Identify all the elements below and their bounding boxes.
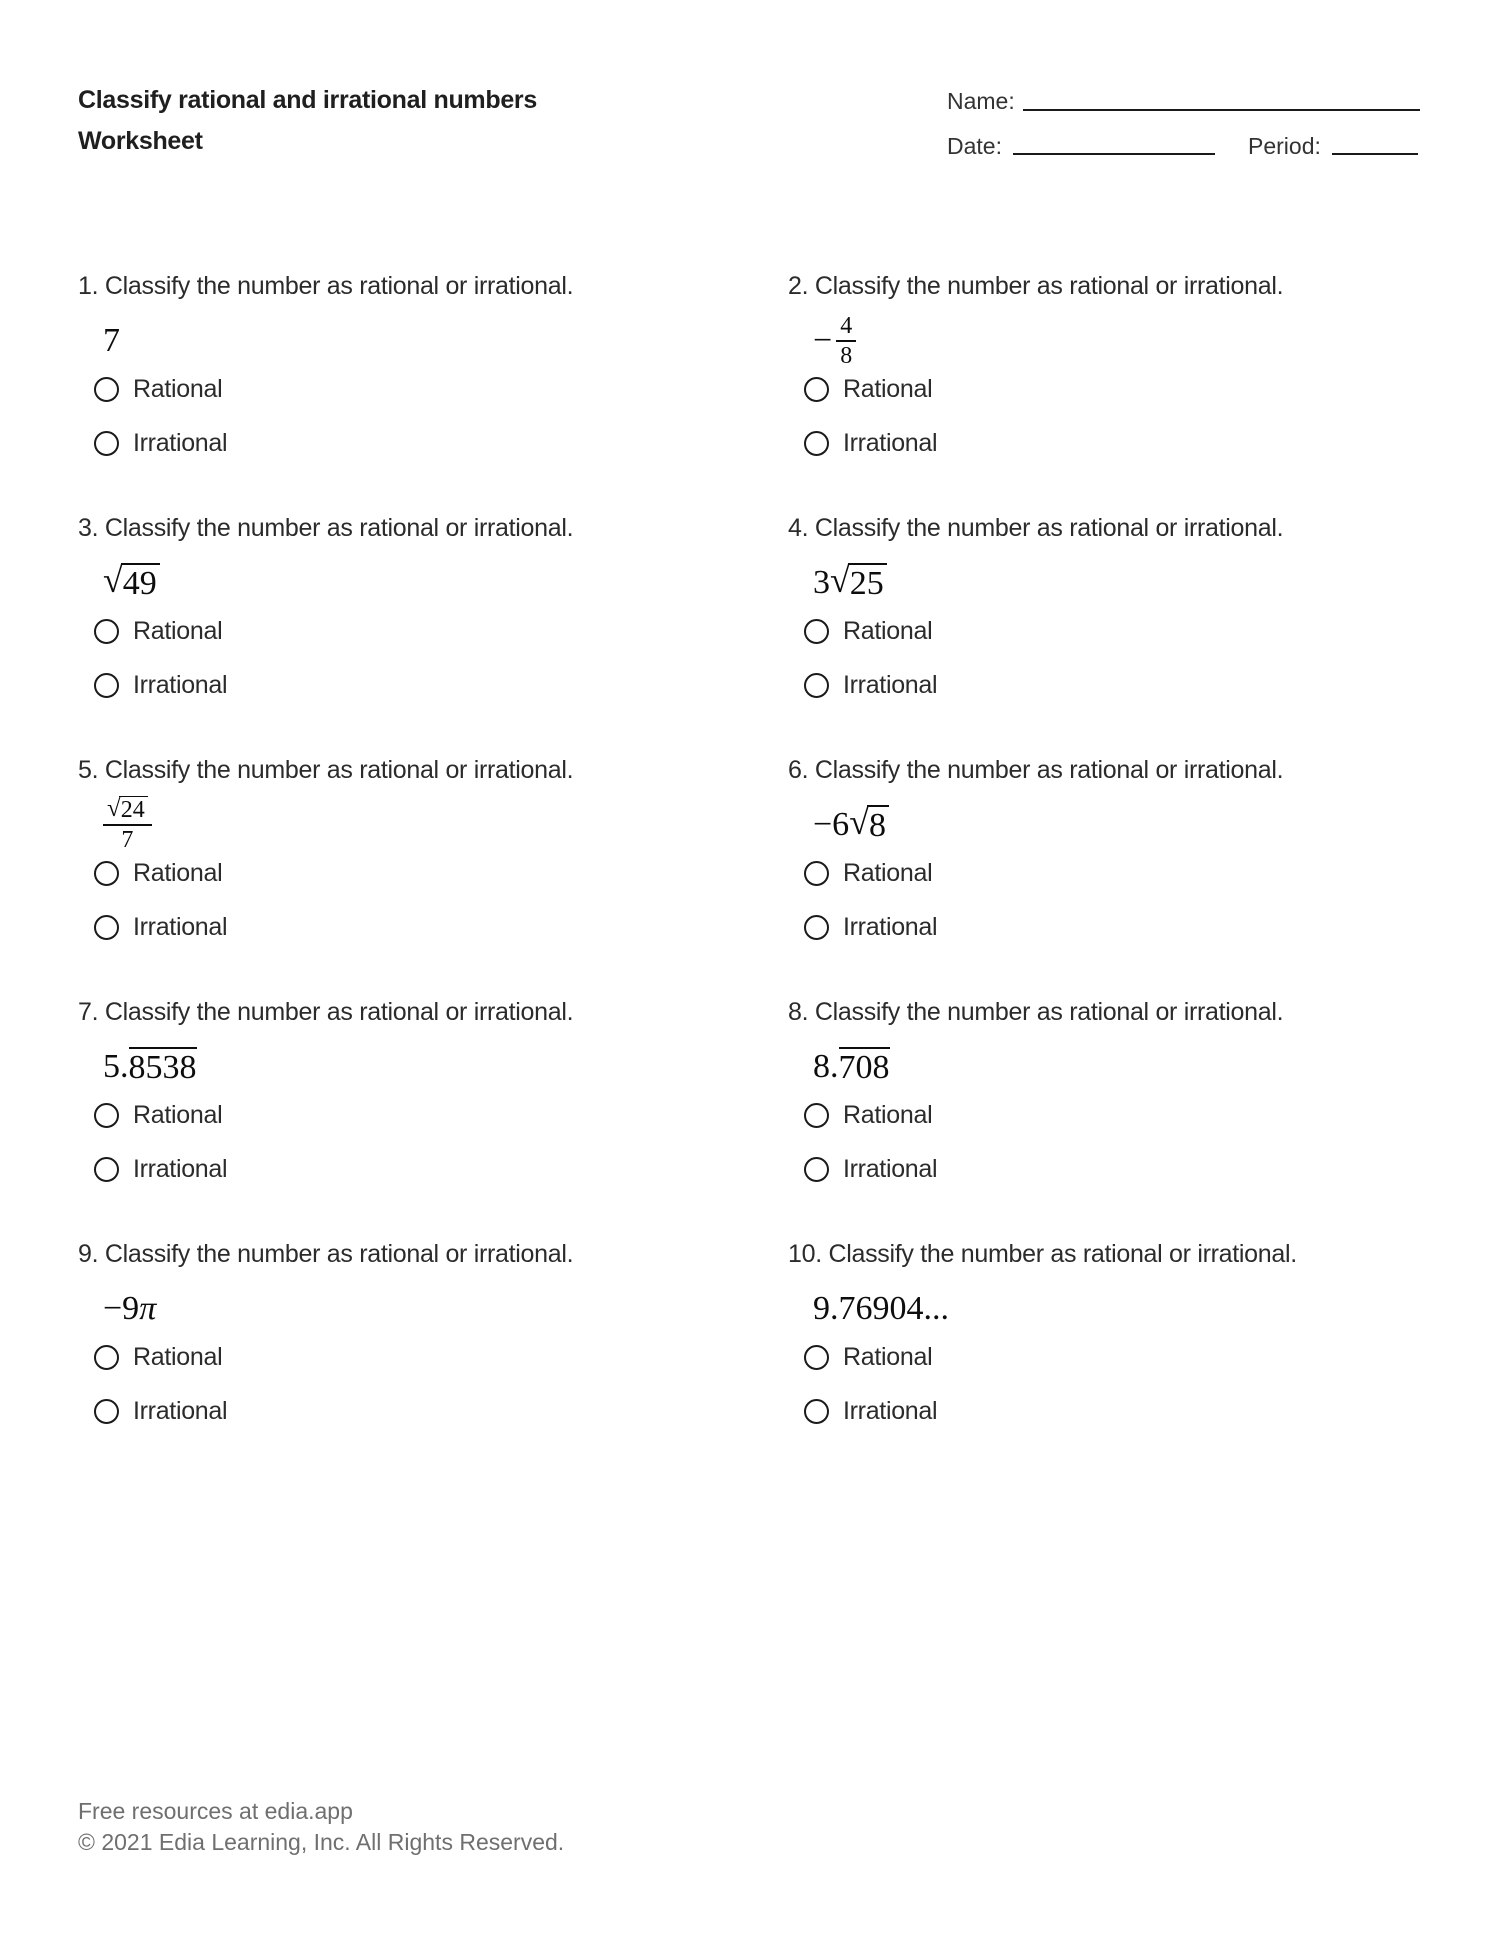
option-rational-label: Rational xyxy=(843,1343,933,1371)
radio-irrational-icon[interactable] xyxy=(94,1399,119,1424)
option-rational-label: Rational xyxy=(843,859,933,887)
name-blank-line xyxy=(1023,109,1420,111)
option-irrational-label: Irrational xyxy=(133,1155,228,1183)
option-irrational-label: Irrational xyxy=(133,671,228,699)
radio-rational-icon[interactable] xyxy=(804,619,829,644)
fraction-expression: $\frac{4}{8}$ xyxy=(836,313,856,370)
radio-irrational-icon[interactable] xyxy=(94,915,119,940)
radio-rational-icon[interactable] xyxy=(804,377,829,402)
option-rational[interactable] xyxy=(94,1343,222,1371)
option-rational[interactable] xyxy=(804,859,932,887)
question-item xyxy=(78,272,788,514)
question-expression xyxy=(103,792,152,858)
radical-expression: √ 25 xyxy=(830,563,887,603)
name-label: Name: xyxy=(947,88,1015,114)
question-item xyxy=(788,272,1450,514)
radio-irrational-icon[interactable] xyxy=(94,673,119,698)
radio-irrational-icon[interactable] xyxy=(804,1399,829,1424)
period-blank-line xyxy=(1332,153,1418,155)
question-prompt: 4. Classify the number as rational or irrational. xyxy=(788,514,1284,542)
radio-rational-icon[interactable] xyxy=(94,861,119,886)
question-prompt: 9. Classify the number as rational or irrational. xyxy=(78,1240,574,1268)
page-footer xyxy=(78,1796,564,1858)
option-rational[interactable] xyxy=(804,617,932,645)
option-rational-label: Rational xyxy=(843,1101,933,1129)
option-irrational-label: Irrational xyxy=(133,429,228,457)
option-irrational[interactable] xyxy=(804,671,937,699)
page-title xyxy=(78,80,537,162)
question-expression: −6 √ 8 xyxy=(813,792,889,858)
option-irrational[interactable] xyxy=(804,913,937,941)
radio-rational-icon[interactable] xyxy=(804,1345,829,1370)
radio-rational-icon[interactable] xyxy=(94,1103,119,1128)
question-item xyxy=(788,514,1450,756)
option-irrational[interactable] xyxy=(94,1397,227,1425)
question-item xyxy=(78,514,788,756)
fraction-expression: √ 24 7 xyxy=(103,796,152,854)
radio-irrational-icon[interactable] xyxy=(804,431,829,456)
date-label: Date: xyxy=(947,133,1002,159)
date-blank-line xyxy=(1013,153,1215,155)
question-item xyxy=(788,756,1450,998)
option-irrational-label: Irrational xyxy=(133,1397,228,1425)
question-prompt: 6. Classify the number as rational or irrational. xyxy=(788,756,1284,784)
footer-resources-text: Free resources at edia.app xyxy=(78,1798,353,1824)
option-irrational-label: Irrational xyxy=(843,671,938,699)
question-expression: 9.76904... xyxy=(813,1290,949,1327)
radio-rational-icon[interactable] xyxy=(94,1345,119,1370)
option-irrational[interactable] xyxy=(804,1155,937,1183)
radio-rational-icon[interactable] xyxy=(94,377,119,402)
footer-copyright-text: © 2021 Edia Learning, Inc. All Rights Reserved. xyxy=(78,1829,565,1855)
option-irrational-label: Irrational xyxy=(843,1155,938,1183)
option-rational[interactable] xyxy=(804,1101,932,1129)
page-title-line1: Classify rational and irrational numbers xyxy=(78,86,537,114)
question-prompt: 2. Classify the number as rational or irrational. xyxy=(788,272,1284,300)
question-item xyxy=(788,998,1450,1240)
option-rational[interactable] xyxy=(94,375,222,403)
question-item xyxy=(788,1240,1450,1482)
question-expression: − $\frac{4}{8}$ xyxy=(813,308,856,374)
option-rational-label: Rational xyxy=(843,375,933,403)
option-rational[interactable] xyxy=(804,375,932,403)
radio-rational-icon[interactable] xyxy=(804,1103,829,1128)
question-item xyxy=(78,998,788,1240)
question-prompt: 1. Classify the number as rational or irrational. xyxy=(78,272,574,300)
option-rational[interactable] xyxy=(94,617,222,645)
question-expression: 8. 708 xyxy=(813,1048,890,1087)
radical-expression: √ 24 xyxy=(107,796,148,824)
radio-irrational-icon[interactable] xyxy=(94,1157,119,1182)
question-expression: 5. 8538 xyxy=(103,1048,197,1087)
option-rational-label: Rational xyxy=(133,375,223,403)
option-irrational[interactable] xyxy=(804,429,937,457)
option-irrational[interactable] xyxy=(94,671,227,699)
radio-rational-icon[interactable] xyxy=(804,861,829,886)
question-prompt: 7. Classify the number as rational or irrational. xyxy=(78,998,574,1026)
radio-rational-icon[interactable] xyxy=(94,619,119,644)
question-expression: 3 √ 25 xyxy=(813,550,887,616)
option-irrational[interactable] xyxy=(94,429,227,457)
radio-irrational-icon[interactable] xyxy=(804,915,829,940)
question-prompt: 10. Classify the number as rational or irrational. xyxy=(788,1240,1297,1268)
option-rational-label: Rational xyxy=(133,1101,223,1129)
option-rational[interactable] xyxy=(804,1343,932,1371)
option-rational-label: Rational xyxy=(133,1343,223,1371)
option-irrational[interactable] xyxy=(804,1397,937,1425)
option-irrational-label: Irrational xyxy=(843,1397,938,1425)
option-rational-label: Rational xyxy=(843,617,933,645)
option-rational[interactable] xyxy=(94,1101,222,1129)
period-label: Period: xyxy=(1248,133,1321,159)
option-rational[interactable] xyxy=(94,859,222,887)
page-title-line2: Worksheet xyxy=(78,127,203,155)
radical-expression: √ 8 xyxy=(849,805,889,845)
repeating-overline: 8538 xyxy=(128,1049,197,1087)
option-rational-label: Rational xyxy=(133,859,223,887)
radical-expression: √ 49 xyxy=(103,563,160,603)
option-irrational-label: Irrational xyxy=(843,429,938,457)
repeating-overline: 708 xyxy=(838,1049,890,1087)
radio-irrational-icon[interactable] xyxy=(804,1157,829,1182)
question-expression: 7 xyxy=(103,322,120,359)
question-item xyxy=(78,1240,788,1482)
radio-irrational-icon[interactable] xyxy=(804,673,829,698)
questions-grid xyxy=(78,272,1450,1482)
option-irrational-label: Irrational xyxy=(133,913,228,941)
radio-irrational-icon[interactable] xyxy=(94,431,119,456)
question-expression xyxy=(103,550,160,616)
question-expression: −9 π xyxy=(103,1290,157,1327)
option-rational-label: Rational xyxy=(133,617,223,645)
question-prompt: 3. Classify the number as rational or irrational. xyxy=(78,514,574,542)
option-irrational[interactable] xyxy=(94,913,227,941)
option-irrational-label: Irrational xyxy=(843,913,938,941)
question-prompt: 5. Classify the number as rational or irrational. xyxy=(78,756,574,784)
option-irrational[interactable] xyxy=(94,1155,227,1183)
question-prompt: 8. Classify the number as rational or irrational. xyxy=(788,998,1284,1026)
question-item xyxy=(78,756,788,998)
